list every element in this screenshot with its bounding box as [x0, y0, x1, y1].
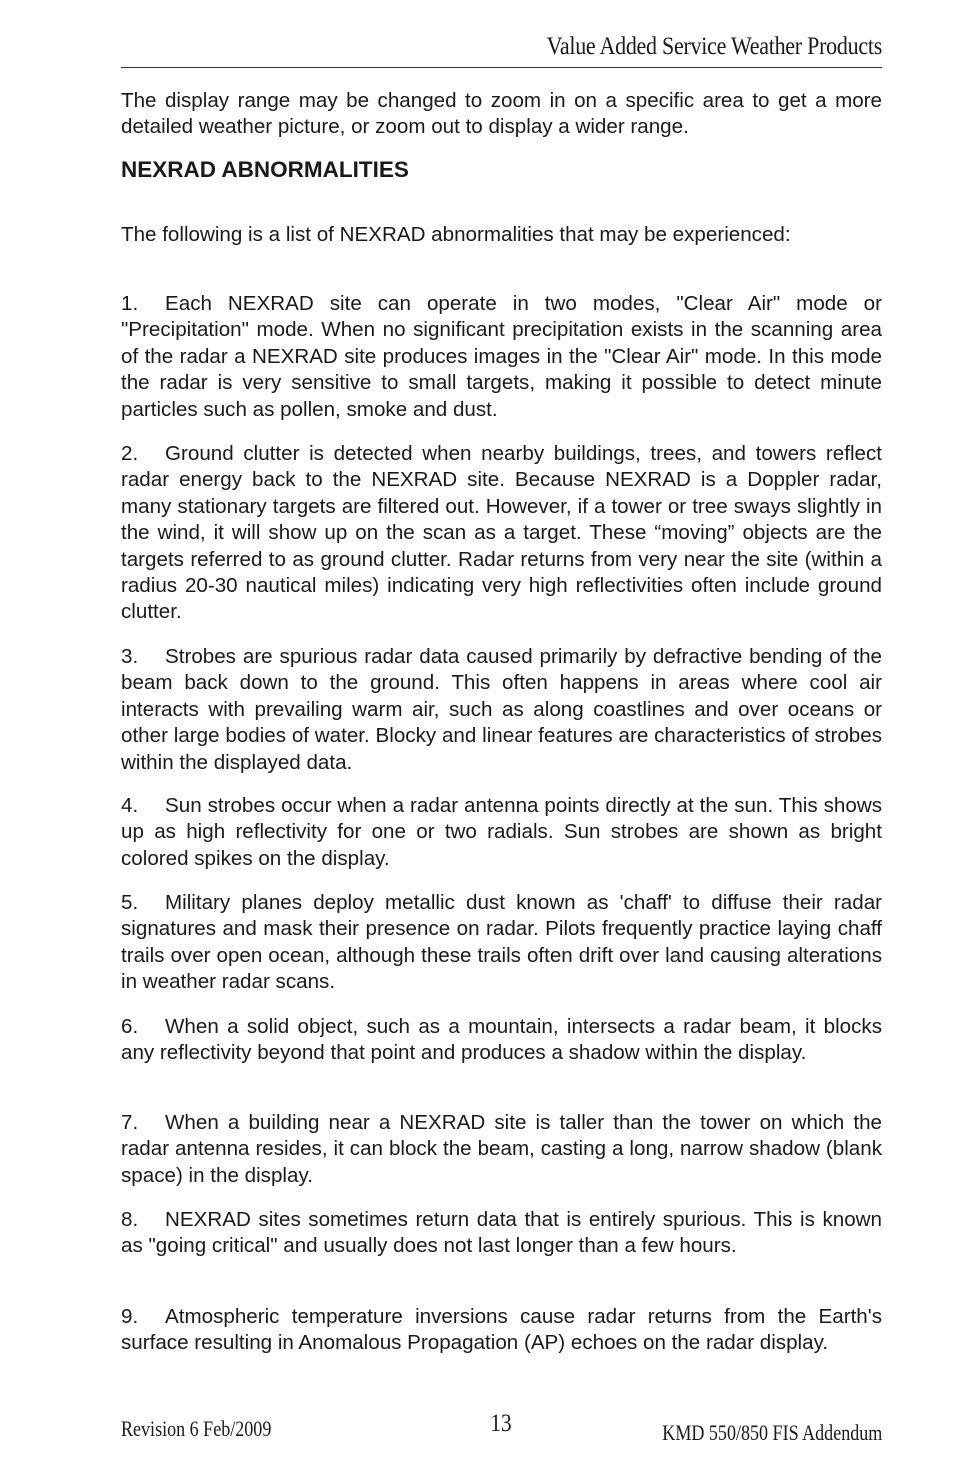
list-item — [121, 644, 882, 776]
intro-paragraph: The display range may be changed to zoom in on a specific area to get a more detailed weather picture, or zoom out to display a wider range. — [121, 89, 882, 139]
list-item — [121, 441, 882, 626]
header-rule — [121, 67, 882, 68]
list-item-text: When a solid object, such as a mountain, intersects a radar beam, it blocks any reflectivity beyond that point and produces a shadow within the display. — [121, 1015, 882, 1065]
list-item-text: Atmospheric temperature inversions cause radar returns from the Earth's surface resulting in Anomalous Propagation (AP) echoes on the radar display. — [121, 1305, 882, 1355]
list-item — [121, 793, 882, 872]
document-page — [121, 0, 882, 1475]
footer-revision: Revision 6 Feb/2009 — [121, 1416, 272, 1441]
list-item-number: 5. — [121, 891, 139, 914]
list-item — [121, 291, 882, 423]
list-item-number: 9. — [121, 1305, 139, 1328]
section-lead: The following is a list of NEXRAD abnormalities that may be experienced: — [121, 223, 791, 246]
list-item — [121, 890, 882, 996]
list-item-text: Sun strobes occur when a radar antenna points directly at the sun. This shows up as high reflectivity for one or two radials. Sun strobes are shown as bright colored spikes on the display. — [121, 794, 882, 870]
running-header: Value Added Service Weather Products — [546, 33, 882, 60]
list-item — [121, 1110, 882, 1189]
list-item-text: When a building near a NEXRAD site is taller than the tower on which the radar antenna resides, it can block the beam, casting a long, narrow shadow (blank space) in the display. — [121, 1111, 882, 1187]
list-item — [121, 1207, 882, 1260]
list-item-text: Ground clutter is detected when nearby buildings, trees, and towers reflect radar energy back to the NEXRAD site. Because NEXRAD is a Doppler radar, many stationary targets are filtered out. However, if a tower or tree sways slightly in the wind, it will show up on the scan as a target. These “moving” objects are the targets referred to as ground clutter. Radar returns from very near the site (within a radius 20-30 nautical miles) indicating very high reflectivities often include ground clutter. — [121, 442, 882, 624]
list-item-number: 4. — [121, 794, 139, 817]
list-item-text: Each NEXRAD site can operate in two modes, "Clear Air" mode or "Precipitation" mode. When no significant precipitation exists in the scanning area of the radar a NEXRAD site produces images in the "Clear Air" mode. In this mode the radar is very sensitive to small targets, making it possible to detect minute particles such as pollen, smoke and dust. — [121, 292, 882, 421]
list-item — [121, 1304, 882, 1357]
list-item-text: Strobes are spurious radar data caused primarily by defractive bending of the beam back down to the ground. This often happens in areas where cool air interacts with prevailing warm air, such as along coastlines and over oceans or other large bodies of water. Blocky and linear features are characteristics of strobes within the displayed data. — [121, 645, 882, 774]
list-item-number: 2. — [121, 442, 139, 465]
section-heading: NEXRAD ABNORMALITIES — [121, 157, 409, 182]
list-item — [121, 1014, 882, 1067]
list-item-number: 8. — [121, 1208, 139, 1231]
list-item-number: 6. — [121, 1015, 139, 1038]
list-item-number: 7. — [121, 1111, 139, 1134]
list-item-number: 3. — [121, 645, 139, 668]
footer-document-name: KMD 550/850 FIS Addendum — [661, 1420, 882, 1445]
list-item-text: Military planes deploy metallic dust known as 'chaff' to diffuse their radar signatures and mask their presence on radar. Pilots frequently practice laying chaff trails over open ocean, although these trails often drift over land causing alterations in weather radar scans. — [121, 891, 882, 994]
list-item-text: NEXRAD sites sometimes return data that is entirely spurious. This is known as "going critical" and usually does not last longer than a few hours. — [121, 1208, 882, 1258]
page-number: 13 — [490, 1410, 512, 1437]
list-item-number: 1. — [121, 292, 139, 315]
